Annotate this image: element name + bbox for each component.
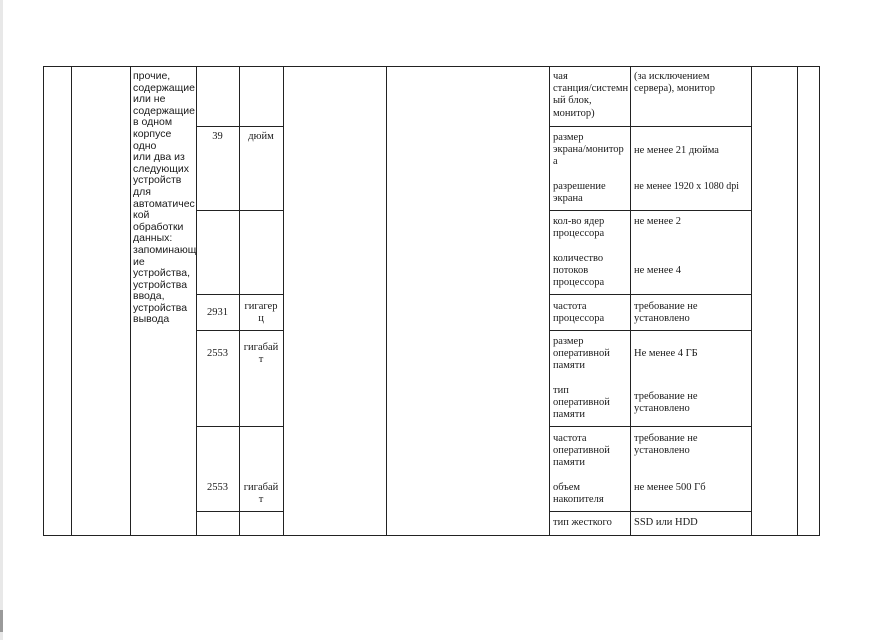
value-cell: Не менее 4 ГБ bbox=[634, 348, 698, 359]
value-cell: не менее 4 bbox=[634, 265, 682, 276]
scan-edge-mark bbox=[0, 610, 3, 632]
row-line bbox=[549, 511, 751, 512]
row-line bbox=[196, 126, 283, 127]
row-line bbox=[549, 426, 751, 427]
characteristic-cell: размер экрана/монитор а bbox=[553, 132, 624, 168]
characteristic-cell: тип жесткого bbox=[553, 517, 612, 528]
characteristic-cell: частота процессора bbox=[553, 301, 605, 325]
value-cell: требование не установлено bbox=[634, 391, 698, 415]
col-line bbox=[797, 66, 798, 536]
table-bottom-border bbox=[43, 535, 819, 536]
unit-cell: гигагер ц bbox=[244, 301, 278, 325]
col-line bbox=[819, 66, 820, 536]
table-top-border bbox=[43, 66, 819, 67]
col-line bbox=[549, 66, 550, 536]
value-cell: не менее 500 Гб bbox=[634, 482, 706, 493]
col-line bbox=[71, 66, 72, 536]
code-cell: 2553 bbox=[207, 348, 228, 359]
code-cell: 2931 bbox=[207, 307, 228, 318]
code-cell: 2553 bbox=[207, 482, 228, 493]
row-line bbox=[196, 330, 283, 331]
characteristic-cell: тип оперативной памяти bbox=[553, 385, 610, 421]
unit-cell: гигабай т bbox=[243, 482, 279, 506]
code-cell: 39 bbox=[212, 131, 223, 142]
col-line bbox=[130, 66, 131, 536]
characteristic-cell: чая станция/системн ый блок, монитор) bbox=[553, 71, 629, 119]
characteristic-cell: кол-во ядер процессора bbox=[553, 216, 605, 240]
characteristic-cell: разрешение экрана bbox=[553, 181, 606, 205]
unit-cell: дюйм bbox=[248, 131, 274, 142]
unit-cell: гигабай т bbox=[243, 342, 279, 366]
value-cell: не менее 2 bbox=[634, 216, 682, 227]
row-line bbox=[196, 294, 283, 295]
col-line bbox=[751, 66, 752, 536]
row-line bbox=[549, 330, 751, 331]
characteristic-cell: количество потоков процессора bbox=[553, 253, 605, 289]
row-line bbox=[549, 210, 751, 211]
characteristic-cell: частота оперативной памяти bbox=[553, 433, 610, 469]
scan-left-edge bbox=[0, 0, 3, 640]
row-line bbox=[196, 210, 283, 211]
characteristic-cell: размер оперативной памяти bbox=[553, 336, 610, 372]
col-line bbox=[386, 66, 387, 536]
value-cell: требование не установлено bbox=[634, 301, 698, 325]
value-cell: (за исключением сервера), монитор bbox=[634, 71, 715, 95]
value-cell: SSD или HDD bbox=[634, 517, 698, 528]
col-line bbox=[43, 66, 44, 536]
classification-text: прочие, содержащие или не содержащие в одном корпусе одно или два из следующих устройств для автоматичес кой обработки данных: запоминающ ие устройства, устройства ввода, устройства вывода bbox=[133, 70, 197, 326]
row-line bbox=[549, 126, 751, 127]
row-line bbox=[196, 511, 283, 512]
col-line bbox=[283, 66, 284, 536]
row-line bbox=[549, 294, 751, 295]
characteristic-cell: объем накопителя bbox=[553, 482, 604, 506]
value-cell: требование не установлено bbox=[634, 433, 698, 457]
value-cell: не менее 1920 х 1080 dpi bbox=[634, 181, 740, 192]
row-line bbox=[196, 426, 283, 427]
value-cell: не менее 21 дюйма bbox=[634, 145, 719, 156]
